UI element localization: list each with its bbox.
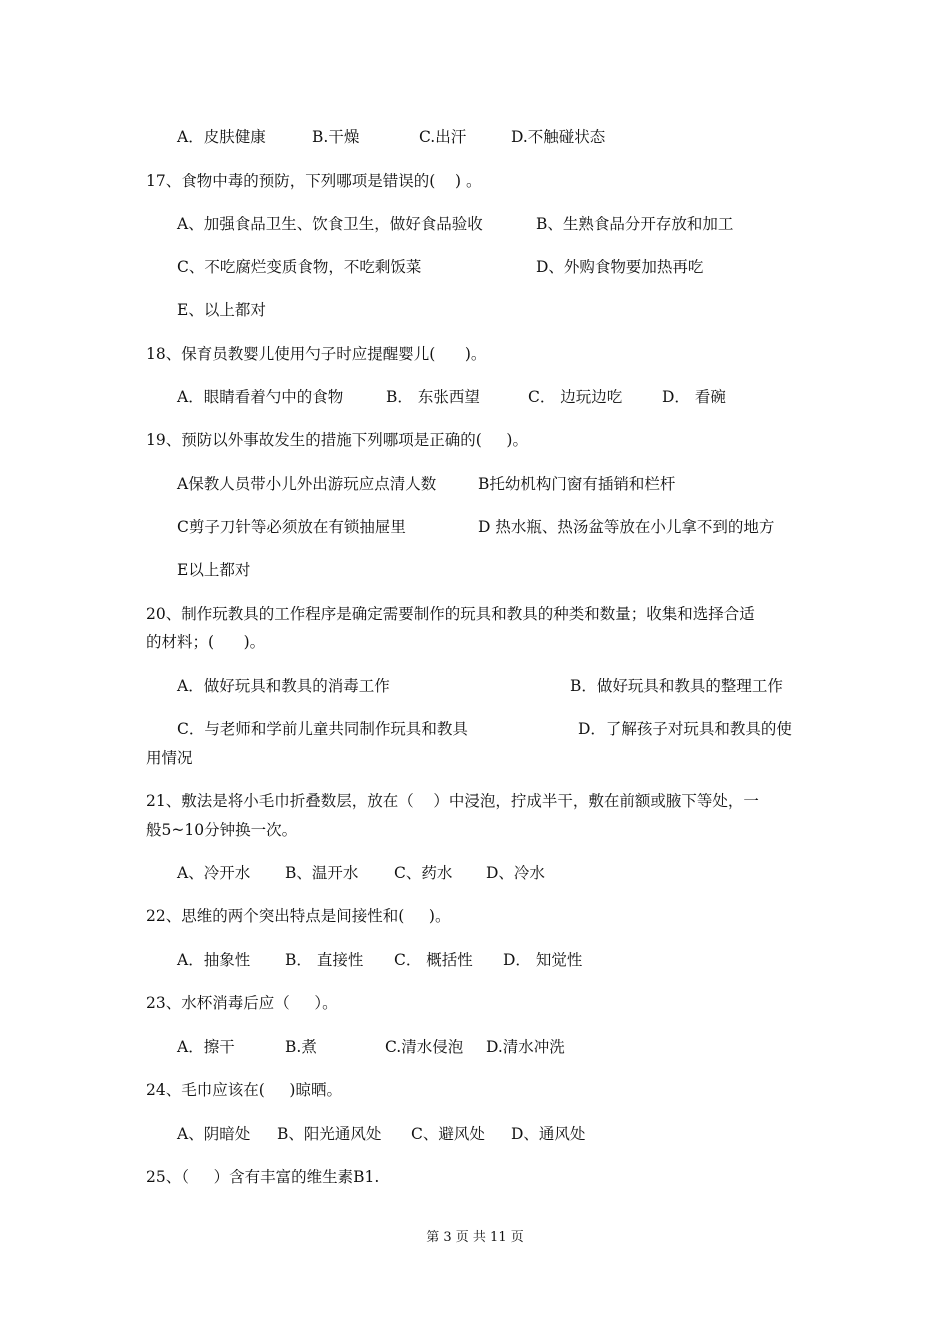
q22-option-c: C． 概括性 — [394, 951, 473, 969]
q16-option-d: D.不触碰状态 — [511, 128, 606, 146]
q20-option-d: D．了解孩子对玩具和教具的使 — [578, 720, 792, 738]
q16-option-b: B.干燥 — [312, 128, 360, 146]
q21-option-b: B、温开水 — [285, 864, 359, 882]
q20-stem-line2: 的材料；( )。 — [146, 633, 266, 651]
q19-option-d: D 热水瓶、热汤盆等放在小儿拿不到的地方 — [478, 518, 775, 536]
q20-option-b: B．做好玩具和教具的整理工作 — [570, 677, 783, 695]
q24-option-d: D、通风处 — [511, 1125, 586, 1143]
q18-option-a: A．眼睛看着勺中的食物 — [177, 388, 344, 406]
q17-option-a: A、加强食品卫生、饮食卫生，做好食品验收 — [177, 215, 483, 233]
q19-option-a: A保教人员带小儿外出游玩应点清人数 — [177, 475, 437, 493]
q24-option-a: A、阴暗处 — [177, 1125, 251, 1143]
q21-option-a: A、冷开水 — [177, 864, 251, 882]
page-number: 第 3 页 共 11 页 — [426, 1230, 524, 1245]
q23-option-b: B.煮 — [285, 1038, 317, 1056]
q25-stem: 25、（ ）含有丰富的维生素B1. — [146, 1168, 380, 1186]
q17-option-b: B、生熟食品分开存放和加工 — [536, 215, 734, 233]
q18-option-c: C． 边玩边吃 — [528, 388, 623, 406]
q21-stem-line1: 21、敷法是将小毛巾折叠数层，放在（ ）中浸泡，拧成半干，敷在前额或腋下等处，一 — [146, 792, 759, 810]
q20-option-c: C．与老师和学前儿童共同制作玩具和教具 — [177, 720, 468, 738]
q23-option-d: D.清水冲洗 — [486, 1038, 565, 1056]
q20-option-d-continued: 用情况 — [146, 749, 193, 767]
q16-option-c: C.出汗 — [419, 128, 467, 146]
q19-option-c: C剪子刀针等必须放在有锁抽屉里 — [177, 518, 406, 536]
q21-option-d: D、冷水 — [486, 864, 545, 882]
q20-stem-line1: 20、制作玩教具的工作程序是确定需要制作的玩具和教具的种类和数量；收集和选择合适 — [146, 605, 755, 623]
q20-option-a: A．做好玩具和教具的消毒工作 — [177, 677, 390, 695]
q22-option-a: A．抽象性 — [177, 951, 251, 969]
q22-option-d: D． 知觉性 — [503, 951, 583, 969]
q18-option-b: B． 东张西望 — [386, 388, 480, 406]
q17-stem: 17、食物中毒的预防，下列哪项是错误的( ) 。 — [146, 172, 482, 190]
q19-stem: 19、预防以外事故发生的措施下列哪项是正确的( )。 — [146, 431, 528, 449]
q24-stem: 24、毛巾应该在( )晾晒。 — [146, 1081, 342, 1099]
q23-option-a: A．擦干 — [177, 1038, 235, 1056]
q24-option-c: C、避风处 — [411, 1125, 485, 1143]
q24-option-b: B、阳光通风处 — [277, 1125, 382, 1143]
q19-option-e: E以上都对 — [177, 561, 251, 579]
q17-option-d: D、外购食物要加热再吃 — [536, 258, 704, 276]
q21-stem-line2: 般5~10分钟换一次。 — [146, 821, 298, 839]
q17-option-c: C、不吃腐烂变质食物，不吃剩饭菜 — [177, 258, 422, 276]
q18-stem: 18、保育员教婴儿使用勺子时应提醒婴儿( )。 — [146, 345, 487, 363]
q21-option-c: C、药水 — [394, 864, 453, 882]
q17-option-e: E、以上都对 — [177, 301, 266, 319]
q16-option-a: A．皮肤健康 — [177, 128, 266, 146]
q19-option-b: B托幼机构门窗有插销和栏杆 — [478, 475, 676, 493]
q22-option-b: B． 直接性 — [285, 951, 364, 969]
q23-option-c: C.清水侵泡 — [385, 1038, 464, 1056]
q22-stem: 22、思维的两个突出特点是间接性和( )。 — [146, 907, 451, 925]
q18-option-d: D． 看碗 — [662, 388, 726, 406]
q23-stem: 23、水杯消毒后应（ ）。 — [146, 994, 338, 1012]
